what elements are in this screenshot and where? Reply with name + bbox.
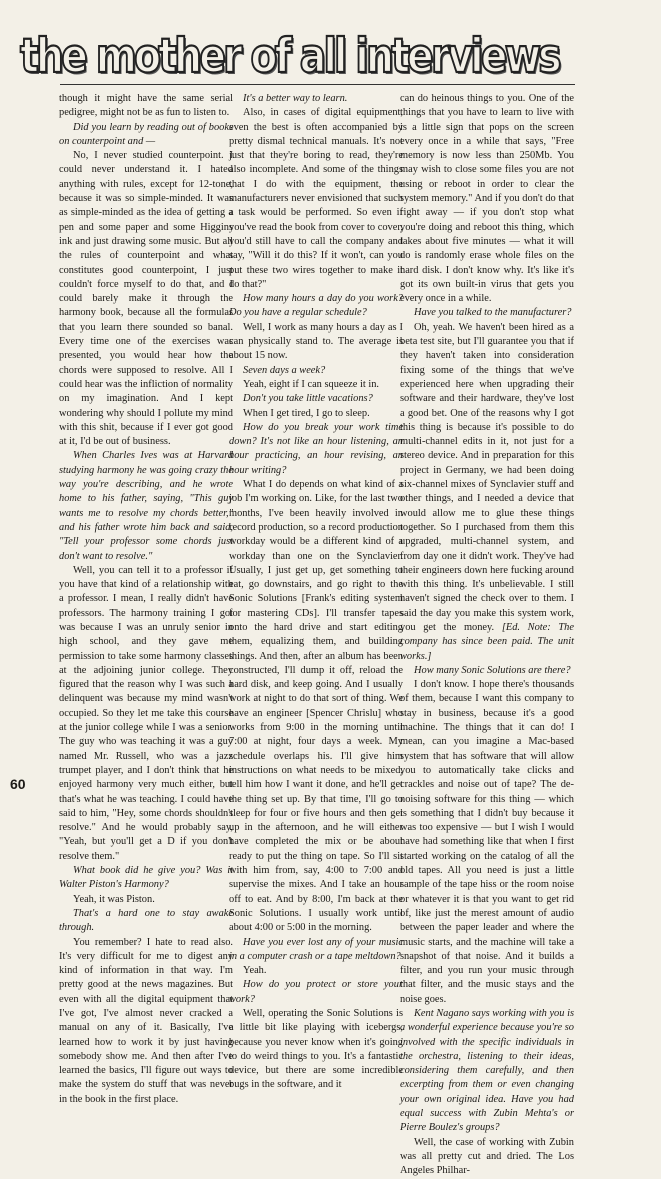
paragraph-text: can do heinous things to you. One of the things that you have to learn to live with is a little sign that pops on the screen every once in a while that says, "Free memory is now less than 250Mb. You may wish to close some files you are not using or reboot in order to clear the system memory." And if you don't do that right away — if you don't stop what you're doing and reboot this thing, which takes about five minutes — what it will do is randomly erase whole files on the hard disk. I don't know why. It's like it's got its own built-in virus that gets you every once in a while. — [400, 93, 574, 305]
page-header — [20, 29, 574, 84]
paragraph-text: Also, in cases of digital equipment, even the best is often accompanied by pretty dismal technical manuals. It's not just that they're boring to read, they're also incomplete. And some of the things that I do with the equipment, the manufacturers never envisioned that such a task would be performed. So even if you've read the book from cover to cover, you'd still have to call the company and say, "Will it do this? If it won't, can you put these two wires together to make it do that?" — [229, 107, 403, 290]
interview-answer — [400, 678, 574, 1007]
paragraph-text: When Charles Ives was at Harvard studying harmony he was going crazy the way you're describing, and he wrote home to his father, saying, "This guy wants me to resolve my chords better," and his father wrote him back and said, "Tell your professor some chords just don't want to resolve." — [59, 450, 233, 562]
paragraph-text: You remember? I hate to read also. It's very difficult for me to digest any kind of information in that way. I'm pretty good at the news magazines. But even with all the digital equipment that I've got, I've almost never cracked a manual on any of it. Basically, I've learned how to work it by just having somebody show me. And then after I've learned the basics, I'll figure out ways to make the system do stuff that was never in the book in the first place. — [59, 936, 233, 1105]
interview-answer — [59, 149, 233, 449]
interview-question — [400, 1007, 574, 1136]
interview-answer — [229, 964, 403, 978]
paragraph-text: It's a better way to learn. — [243, 93, 348, 104]
paragraph-text: How many hours a day do you work? Do you have a regular schedule? — [229, 293, 403, 319]
paragraph-text: When I get tired, I go to sleep. — [243, 407, 370, 419]
interview-question — [400, 306, 574, 320]
interview-answer — [59, 893, 233, 907]
interview-question — [59, 864, 233, 893]
paragraph-text: Don't you take little vacations? — [243, 393, 373, 405]
interview-question — [229, 292, 403, 321]
interview-question — [229, 364, 403, 378]
interview-question — [59, 121, 233, 150]
interview-question — [59, 449, 233, 563]
paragraph-text: Yeah, eight if I can squeeze it in. — [243, 378, 380, 390]
page-number: 60 — [10, 776, 26, 792]
interview-answer — [400, 321, 574, 664]
paragraph-text: What book did he give you? Was it Walter Piston's Harmony? — [59, 865, 233, 891]
header-rule — [60, 84, 575, 85]
interview-question — [229, 392, 403, 406]
paragraph-text: Seven days a week? — [243, 364, 326, 376]
interview-answer — [229, 378, 403, 392]
paragraph-text: Kent Nagano says working with you is a wonderful experience because you're so involved with the specific individuals in the orchestra, listening to their ideas, considering them carefully, and then excerpting from them or even changing your own original idea. Have you had equal success with Zubin Mehta's or Pierre Boulez's groups? — [400, 1008, 574, 1134]
paragraph-text: How many Sonic Solutions are there? — [414, 664, 571, 676]
interview-answer — [59, 564, 233, 864]
paragraph-text: I don't know. I hope there's thousands of them, because I want this company to stay in business, because it's a good machine. The things that it can do! I mean, can you imagine a Mac-based system that has software that will allow you to automatically take clicks and crackles and noise out of tape? The de-noising software for this thing — which is something that I didn't buy because it was too expensive — but I wish I would have had something like that when I first started working on the catalog of all the old tapes. All you need is just a little sample of the tape hiss or the room noise or whatever it is that you want to get rid of, like just the merest amount of audio between the paper leader and where the music starts, and the machine will take a snapshot of that noise. And it builds a filter, and you run your music through that filter, and the music stays and the noise goes. — [400, 679, 574, 1005]
paragraph-text: Well, I work as many hours a day as I can physically stand to. The average is about 15 now. — [229, 321, 403, 362]
interview-question — [229, 421, 403, 478]
text-column-1 — [59, 92, 233, 1105]
interview-answer — [229, 321, 403, 364]
interview-question — [59, 907, 233, 936]
paragraph-text: No, I never studied counterpoint. I could never understand it. I hated anything with rules, except for 12-tone, because it was so simple-minded. It was as simple-minded as the idea of getting a pen and some paper and some Higgins ink and just drawing some music. But all the rules of counterpoint and what constitutes good counterpoint, I just couldn't force myself to do that, and I could barely make it through the harmony book, because all the formulas that you learn there sounded so banal. Every time one of the exercises was presented, you would hear how the chords were supposed to resolve. All I could hear was the infliction of normality on my imagination. And I kept wondering why should I pollute my mind with this shit, because if I ever got good at it, I'd be out of business. — [59, 150, 233, 448]
paragraph-text: Have you ever lost any of your music in a computer crash or a tape meltdown? — [229, 936, 403, 962]
text-column-2 — [229, 92, 403, 1091]
paragraph-text: What I do depends on what kind of a job I'm working on. Like, for the last two months, I've been heavily involved in record production, so a record production workday would be a different kind of a workday than one on the Synclavier. Usually, I just get up, get something to eat, go downstairs, and go right to the Sonic Solutions [Frank's editing system for mastering CDs]. I'll transfer tapes onto the hard drive and start editing them, equalizing them, and building things. And then, after an album has been constructed, I'll dump it off, reload the hard disk, and keep going. And I usually work at night to do that sort of thing. We have an engineer [Spencer Chrislu] who works from 9:00 in the morning until 7:00 at night, four days a week. My schedule overlaps his. I'll give him instructions on what needs to be mixed, tell him how I want it done, and he'll get the thing set up. By that time, I'll go to sleep for four or five hours and then get up in the afternoon, and he will either have completed the mix or be about ready to put the thing on tape. So I'll sit with him from, say, 4:00 to 7:00 and supervise the mixes. And I take an hour off to eat. And by 8:00, I'm back at the Sonic Solutions. I usually work until about 4:00 or 5:00 in the morning. — [229, 479, 403, 934]
paragraph-text: Have you talked to the manufacturer? — [414, 307, 572, 319]
interview-answer — [229, 407, 403, 421]
paragraph-text: That's a hard one to stay awake through. — [59, 907, 233, 934]
interview-answer — [229, 106, 403, 292]
continued-paragraph — [59, 92, 233, 121]
paragraph-text: though it might have the same serial pedigree, might not be as fun to listen to. — [59, 93, 233, 119]
interview-answer — [229, 1007, 403, 1093]
interview-answer — [229, 478, 403, 936]
paragraph-text: How do you protect or store your work? — [229, 979, 403, 1005]
interview-answer — [400, 1136, 574, 1179]
continued-paragraph — [400, 92, 574, 306]
paragraph-text: Well, operating the Sonic Solutions is a little bit like playing with icebergs, because you never know when it's going to do weird things to you. It's a fantastic device, but there are some incredible bugs in the software, and it — [229, 1008, 403, 1091]
interview-question — [229, 978, 403, 1007]
paragraph-text: Well, you can tell it to a professor if you have that kind of a relationship with a professor. I mean, I really didn't have professors. The harmony training I got was because I was an unruly senior in high school, and they gave me permission to take some harmony classes at the adjoining junior college. They figured that the reason why I was such a delinquent was because my mind wasn't occupied. So they let me take this course at the junior college while I was a senior. The guy who was teaching it was a guy named Mr. Russell, who was a jazz trumpet player, and I don't think that he enjoyed harmony very much either, but that's what he was teaching. I could have said to him, "Hey, some chords shouldn't resolve." And he would probably say, "Yeah, but you'll get a D if you don't resolve them." — [59, 564, 233, 862]
interview-question — [229, 92, 403, 106]
paragraph-text: Yeah. — [243, 965, 267, 977]
paragraph-text: Oh, yeah. We haven't been hired as a beta test site, but I'll guarantee you that if they haven't taken into consideration fixing some of the things that we've experienced here when upgrading their software and their hardware, they've lost a good bet. One of the reasons why I got this thing is because it's possible to do multi-channel edits in it, not just for a stereo device. And in preparation for this project in Germany, we had been doing six-channel mixes of Synclavier stuff and other things, and I needed a device that would allow me to glue these things together. So I purchased from them this upgraded, multi-channel system, and from day one it didn't work. They've had their engineers down here fucking around with this thing. It's unbelievable. I still haven't signed the check over to them. I said the day you make this system work, you get the money. — [400, 321, 574, 633]
editor-note: [Ed. Note: The company has since been paid. The unit works.] — [400, 621, 574, 662]
text-column-3 — [400, 92, 574, 1177]
paragraph-text: Yeah, it was Piston. — [73, 893, 155, 905]
interview-question — [400, 664, 574, 678]
interview-answer — [59, 936, 233, 1108]
paragraph-text: How do you break your work time down? It's not like an hour listening, an hour practicing, an hour revising, an hour writing? — [229, 421, 403, 476]
paragraph-text: Well, the case of working with Zubin was all pretty cut and dried. The Los Angeles Philhar- — [400, 1136, 574, 1177]
page-title: the mother of all interviews — [20, 29, 559, 84]
interview-question — [229, 936, 403, 965]
paragraph-text: Did you learn by reading out of books on counterpoint and — — [59, 121, 233, 147]
